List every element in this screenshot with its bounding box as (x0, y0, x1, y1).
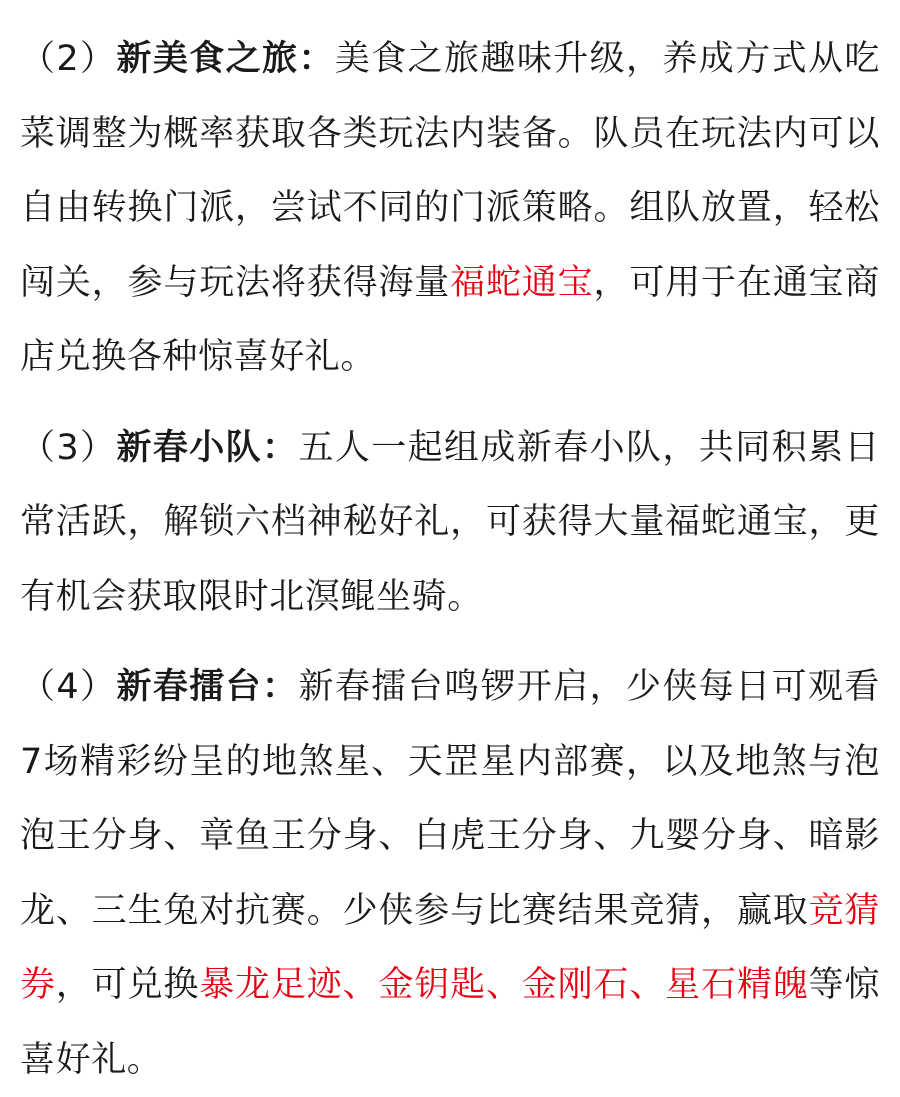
paragraph-text: 等惊喜好礼。 (20, 965, 880, 1080)
item-heading: 新美食之旅： (116, 39, 335, 79)
highlight-text: 暴龙足迹、金钥匙、金刚石、星石精魄 (199, 965, 809, 1005)
article-body (20, 22, 880, 1097)
item-heading: 新春小队： (116, 427, 299, 468)
highlight-text: 竞猜券 (20, 890, 881, 1005)
item-number: （4） (20, 667, 117, 707)
paragraph-text: 五人一起组成新春小队，共同积累日常活跃，解锁六档神秘好礼，可获得大量福蛇通宝，更有机会获取限时北溟鲲坐骑。 (20, 427, 880, 617)
item-number: （3） (20, 427, 117, 468)
paragraph-text: 新春擂台鸣锣开启，少侠每日可观看7场精彩纷呈的地煞星、天罡星内部赛，以及地煞与泡泡王分身、章鱼王分身、白虎王分身、九婴分身、暗影龙、三生兔对抗赛。少侠参与比赛结果竞猜，赢取 (20, 667, 880, 931)
paragraph-text: ，可兑换 (55, 965, 200, 1005)
paragraph-spring-arena (20, 650, 880, 1097)
item-number: （2） (20, 39, 117, 79)
paragraph-text: ，可用于在通宝商店兑换各种惊喜好礼。 (20, 262, 880, 377)
paragraph-text: 美食之旅趣味升级，养成方式从吃菜调整为概率获取各类玩法内装备。队员在玩法内可以自由转换门派，尝试不同的门派策略。组队放置，轻松闯关，参与玩法将获得海量 (20, 39, 880, 303)
item-heading: 新春擂台： (116, 667, 299, 707)
highlight-text: 福蛇通宝 (450, 262, 594, 303)
paragraph-spring-team (20, 411, 880, 635)
paragraph-new-food-journey (20, 22, 880, 395)
